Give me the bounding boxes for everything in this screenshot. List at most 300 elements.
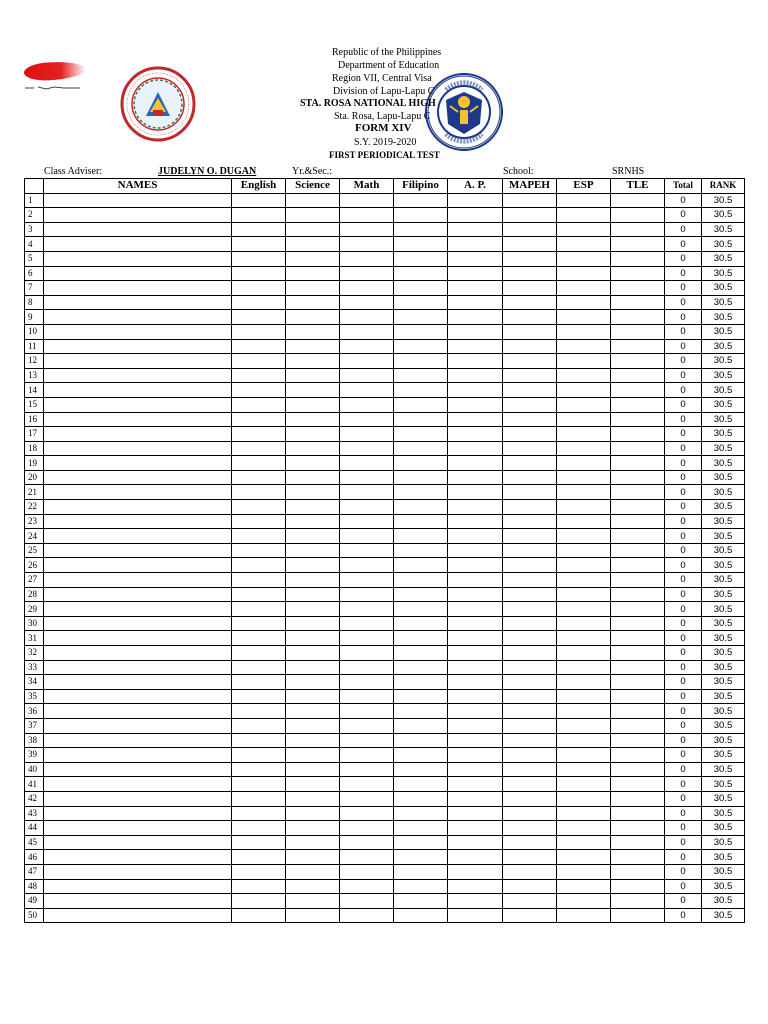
math-cell[interactable] [340, 675, 394, 690]
math-cell[interactable] [340, 368, 394, 383]
ap-cell[interactable] [448, 908, 503, 923]
name-cell[interactable] [44, 295, 232, 310]
english-cell[interactable] [232, 266, 286, 281]
tle-cell[interactable] [611, 864, 665, 879]
name-cell[interactable] [44, 762, 232, 777]
filipino-cell[interactable] [394, 456, 448, 471]
science-cell[interactable] [286, 821, 340, 836]
science-cell[interactable] [286, 777, 340, 792]
english-cell[interactable] [232, 646, 286, 661]
ap-cell[interactable] [448, 879, 503, 894]
tle-cell[interactable] [611, 543, 665, 558]
esp-cell[interactable] [557, 397, 611, 412]
filipino-cell[interactable] [394, 704, 448, 719]
mapeh-cell[interactable] [503, 368, 557, 383]
math-cell[interactable] [340, 777, 394, 792]
filipino-cell[interactable] [394, 427, 448, 442]
tle-cell[interactable] [611, 500, 665, 515]
name-cell[interactable] [44, 835, 232, 850]
filipino-cell[interactable] [394, 543, 448, 558]
science-cell[interactable] [286, 295, 340, 310]
filipino-cell[interactable] [394, 193, 448, 208]
mapeh-cell[interactable] [503, 383, 557, 398]
english-cell[interactable] [232, 704, 286, 719]
tle-cell[interactable] [611, 397, 665, 412]
tle-cell[interactable] [611, 310, 665, 325]
name-cell[interactable] [44, 456, 232, 471]
ap-cell[interactable] [448, 894, 503, 909]
filipino-cell[interactable] [394, 821, 448, 836]
mapeh-cell[interactable] [503, 397, 557, 412]
ap-cell[interactable] [448, 266, 503, 281]
esp-cell[interactable] [557, 908, 611, 923]
mapeh-cell[interactable] [503, 193, 557, 208]
mapeh-cell[interactable] [503, 208, 557, 223]
tle-cell[interactable] [611, 850, 665, 865]
name-cell[interactable] [44, 587, 232, 602]
filipino-cell[interactable] [394, 470, 448, 485]
tle-cell[interactable] [611, 441, 665, 456]
science-cell[interactable] [286, 470, 340, 485]
tle-cell[interactable] [611, 529, 665, 544]
math-cell[interactable] [340, 339, 394, 354]
science-cell[interactable] [286, 310, 340, 325]
science-cell[interactable] [286, 441, 340, 456]
math-cell[interactable] [340, 908, 394, 923]
english-cell[interactable] [232, 339, 286, 354]
english-cell[interactable] [232, 295, 286, 310]
science-cell[interactable] [286, 762, 340, 777]
filipino-cell[interactable] [394, 339, 448, 354]
mapeh-cell[interactable] [503, 324, 557, 339]
science-cell[interactable] [286, 208, 340, 223]
filipino-cell[interactable] [394, 237, 448, 252]
name-cell[interactable] [44, 383, 232, 398]
filipino-cell[interactable] [394, 295, 448, 310]
name-cell[interactable] [44, 558, 232, 573]
esp-cell[interactable] [557, 251, 611, 266]
esp-cell[interactable] [557, 762, 611, 777]
science-cell[interactable] [286, 543, 340, 558]
english-cell[interactable] [232, 689, 286, 704]
english-cell[interactable] [232, 894, 286, 909]
english-cell[interactable] [232, 281, 286, 296]
science-cell[interactable] [286, 631, 340, 646]
tle-cell[interactable] [611, 456, 665, 471]
ap-cell[interactable] [448, 864, 503, 879]
mapeh-cell[interactable] [503, 427, 557, 442]
mapeh-cell[interactable] [503, 587, 557, 602]
esp-cell[interactable] [557, 806, 611, 821]
filipino-cell[interactable] [394, 631, 448, 646]
english-cell[interactable] [232, 835, 286, 850]
name-cell[interactable] [44, 879, 232, 894]
english-cell[interactable] [232, 310, 286, 325]
tle-cell[interactable] [611, 573, 665, 588]
ap-cell[interactable] [448, 821, 503, 836]
tle-cell[interactable] [611, 733, 665, 748]
mapeh-cell[interactable] [503, 908, 557, 923]
mapeh-cell[interactable] [503, 704, 557, 719]
math-cell[interactable] [340, 806, 394, 821]
esp-cell[interactable] [557, 791, 611, 806]
science-cell[interactable] [286, 529, 340, 544]
math-cell[interactable] [340, 646, 394, 661]
name-cell[interactable] [44, 529, 232, 544]
mapeh-cell[interactable] [503, 733, 557, 748]
math-cell[interactable] [340, 266, 394, 281]
math-cell[interactable] [340, 835, 394, 850]
ap-cell[interactable] [448, 237, 503, 252]
english-cell[interactable] [232, 368, 286, 383]
esp-cell[interactable] [557, 485, 611, 500]
esp-cell[interactable] [557, 383, 611, 398]
filipino-cell[interactable] [394, 602, 448, 617]
math-cell[interactable] [340, 237, 394, 252]
filipino-cell[interactable] [394, 324, 448, 339]
filipino-cell[interactable] [394, 587, 448, 602]
esp-cell[interactable] [557, 441, 611, 456]
name-cell[interactable] [44, 894, 232, 909]
mapeh-cell[interactable] [503, 339, 557, 354]
ap-cell[interactable] [448, 529, 503, 544]
name-cell[interactable] [44, 646, 232, 661]
ap-cell[interactable] [448, 587, 503, 602]
tle-cell[interactable] [611, 485, 665, 500]
tle-cell[interactable] [611, 208, 665, 223]
english-cell[interactable] [232, 879, 286, 894]
science-cell[interactable] [286, 689, 340, 704]
math-cell[interactable] [340, 748, 394, 763]
math-cell[interactable] [340, 412, 394, 427]
ap-cell[interactable] [448, 397, 503, 412]
math-cell[interactable] [340, 718, 394, 733]
mapeh-cell[interactable] [503, 718, 557, 733]
ap-cell[interactable] [448, 456, 503, 471]
math-cell[interactable] [340, 514, 394, 529]
esp-cell[interactable] [557, 631, 611, 646]
esp-cell[interactable] [557, 266, 611, 281]
science-cell[interactable] [286, 266, 340, 281]
ap-cell[interactable] [448, 514, 503, 529]
ap-cell[interactable] [448, 310, 503, 325]
tle-cell[interactable] [611, 266, 665, 281]
science-cell[interactable] [286, 646, 340, 661]
filipino-cell[interactable] [394, 718, 448, 733]
name-cell[interactable] [44, 470, 232, 485]
mapeh-cell[interactable] [503, 543, 557, 558]
filipino-cell[interactable] [394, 675, 448, 690]
science-cell[interactable] [286, 806, 340, 821]
science-cell[interactable] [286, 251, 340, 266]
tle-cell[interactable] [611, 646, 665, 661]
math-cell[interactable] [340, 310, 394, 325]
tle-cell[interactable] [611, 675, 665, 690]
english-cell[interactable] [232, 441, 286, 456]
esp-cell[interactable] [557, 427, 611, 442]
science-cell[interactable] [286, 193, 340, 208]
math-cell[interactable] [340, 616, 394, 631]
name-cell[interactable] [44, 543, 232, 558]
tle-cell[interactable] [611, 587, 665, 602]
esp-cell[interactable] [557, 704, 611, 719]
esp-cell[interactable] [557, 646, 611, 661]
filipino-cell[interactable] [394, 616, 448, 631]
name-cell[interactable] [44, 427, 232, 442]
esp-cell[interactable] [557, 237, 611, 252]
tle-cell[interactable] [611, 689, 665, 704]
name-cell[interactable] [44, 251, 232, 266]
tle-cell[interactable] [611, 602, 665, 617]
name-cell[interactable] [44, 791, 232, 806]
mapeh-cell[interactable] [503, 281, 557, 296]
math-cell[interactable] [340, 602, 394, 617]
english-cell[interactable] [232, 558, 286, 573]
mapeh-cell[interactable] [503, 558, 557, 573]
ap-cell[interactable] [448, 558, 503, 573]
science-cell[interactable] [286, 864, 340, 879]
esp-cell[interactable] [557, 689, 611, 704]
filipino-cell[interactable] [394, 383, 448, 398]
tle-cell[interactable] [611, 412, 665, 427]
english-cell[interactable] [232, 908, 286, 923]
mapeh-cell[interactable] [503, 791, 557, 806]
ap-cell[interactable] [448, 295, 503, 310]
tle-cell[interactable] [611, 514, 665, 529]
tle-cell[interactable] [611, 821, 665, 836]
english-cell[interactable] [232, 193, 286, 208]
english-cell[interactable] [232, 660, 286, 675]
tle-cell[interactable] [611, 777, 665, 792]
mapeh-cell[interactable] [503, 529, 557, 544]
name-cell[interactable] [44, 412, 232, 427]
mapeh-cell[interactable] [503, 762, 557, 777]
name-cell[interactable] [44, 821, 232, 836]
name-cell[interactable] [44, 208, 232, 223]
math-cell[interactable] [340, 208, 394, 223]
esp-cell[interactable] [557, 208, 611, 223]
english-cell[interactable] [232, 222, 286, 237]
mapeh-cell[interactable] [503, 821, 557, 836]
esp-cell[interactable] [557, 616, 611, 631]
esp-cell[interactable] [557, 748, 611, 763]
esp-cell[interactable] [557, 850, 611, 865]
filipino-cell[interactable] [394, 733, 448, 748]
esp-cell[interactable] [557, 470, 611, 485]
tle-cell[interactable] [611, 806, 665, 821]
science-cell[interactable] [286, 339, 340, 354]
filipino-cell[interactable] [394, 412, 448, 427]
english-cell[interactable] [232, 864, 286, 879]
tle-cell[interactable] [611, 281, 665, 296]
filipino-cell[interactable] [394, 397, 448, 412]
science-cell[interactable] [286, 237, 340, 252]
ap-cell[interactable] [448, 281, 503, 296]
math-cell[interactable] [340, 879, 394, 894]
math-cell[interactable] [340, 456, 394, 471]
math-cell[interactable] [340, 850, 394, 865]
esp-cell[interactable] [557, 500, 611, 515]
ap-cell[interactable] [448, 427, 503, 442]
esp-cell[interactable] [557, 733, 611, 748]
math-cell[interactable] [340, 821, 394, 836]
name-cell[interactable] [44, 733, 232, 748]
filipino-cell[interactable] [394, 835, 448, 850]
esp-cell[interactable] [557, 879, 611, 894]
math-cell[interactable] [340, 631, 394, 646]
filipino-cell[interactable] [394, 806, 448, 821]
esp-cell[interactable] [557, 558, 611, 573]
ap-cell[interactable] [448, 470, 503, 485]
mapeh-cell[interactable] [503, 748, 557, 763]
filipino-cell[interactable] [394, 266, 448, 281]
tle-cell[interactable] [611, 470, 665, 485]
english-cell[interactable] [232, 733, 286, 748]
esp-cell[interactable] [557, 835, 611, 850]
math-cell[interactable] [340, 558, 394, 573]
english-cell[interactable] [232, 500, 286, 515]
science-cell[interactable] [286, 718, 340, 733]
math-cell[interactable] [340, 791, 394, 806]
math-cell[interactable] [340, 354, 394, 369]
science-cell[interactable] [286, 281, 340, 296]
tle-cell[interactable] [611, 383, 665, 398]
ap-cell[interactable] [448, 762, 503, 777]
tle-cell[interactable] [611, 222, 665, 237]
math-cell[interactable] [340, 529, 394, 544]
science-cell[interactable] [286, 894, 340, 909]
name-cell[interactable] [44, 514, 232, 529]
science-cell[interactable] [286, 368, 340, 383]
english-cell[interactable] [232, 397, 286, 412]
tle-cell[interactable] [611, 295, 665, 310]
name-cell[interactable] [44, 500, 232, 515]
esp-cell[interactable] [557, 456, 611, 471]
esp-cell[interactable] [557, 777, 611, 792]
esp-cell[interactable] [557, 281, 611, 296]
mapeh-cell[interactable] [503, 354, 557, 369]
tle-cell[interactable] [611, 616, 665, 631]
name-cell[interactable] [44, 222, 232, 237]
name-cell[interactable] [44, 193, 232, 208]
mapeh-cell[interactable] [503, 441, 557, 456]
ap-cell[interactable] [448, 748, 503, 763]
science-cell[interactable] [286, 879, 340, 894]
filipino-cell[interactable] [394, 222, 448, 237]
ap-cell[interactable] [448, 222, 503, 237]
mapeh-cell[interactable] [503, 850, 557, 865]
english-cell[interactable] [232, 631, 286, 646]
tle-cell[interactable] [611, 835, 665, 850]
filipino-cell[interactable] [394, 850, 448, 865]
english-cell[interactable] [232, 383, 286, 398]
mapeh-cell[interactable] [503, 266, 557, 281]
math-cell[interactable] [340, 689, 394, 704]
mapeh-cell[interactable] [503, 689, 557, 704]
name-cell[interactable] [44, 485, 232, 500]
ap-cell[interactable] [448, 631, 503, 646]
mapeh-cell[interactable] [503, 485, 557, 500]
english-cell[interactable] [232, 616, 286, 631]
mapeh-cell[interactable] [503, 660, 557, 675]
name-cell[interactable] [44, 908, 232, 923]
filipino-cell[interactable] [394, 529, 448, 544]
tle-cell[interactable] [611, 762, 665, 777]
filipino-cell[interactable] [394, 514, 448, 529]
mapeh-cell[interactable] [503, 602, 557, 617]
science-cell[interactable] [286, 908, 340, 923]
ap-cell[interactable] [448, 339, 503, 354]
mapeh-cell[interactable] [503, 631, 557, 646]
math-cell[interactable] [340, 864, 394, 879]
tle-cell[interactable] [611, 324, 665, 339]
name-cell[interactable] [44, 850, 232, 865]
science-cell[interactable] [286, 602, 340, 617]
name-cell[interactable] [44, 354, 232, 369]
name-cell[interactable] [44, 368, 232, 383]
tle-cell[interactable] [611, 908, 665, 923]
science-cell[interactable] [286, 500, 340, 515]
filipino-cell[interactable] [394, 558, 448, 573]
ap-cell[interactable] [448, 806, 503, 821]
math-cell[interactable] [340, 704, 394, 719]
esp-cell[interactable] [557, 894, 611, 909]
english-cell[interactable] [232, 485, 286, 500]
science-cell[interactable] [286, 397, 340, 412]
english-cell[interactable] [232, 514, 286, 529]
math-cell[interactable] [340, 383, 394, 398]
name-cell[interactable] [44, 237, 232, 252]
mapeh-cell[interactable] [503, 879, 557, 894]
esp-cell[interactable] [557, 193, 611, 208]
filipino-cell[interactable] [394, 762, 448, 777]
mapeh-cell[interactable] [503, 777, 557, 792]
mapeh-cell[interactable] [503, 573, 557, 588]
english-cell[interactable] [232, 456, 286, 471]
mapeh-cell[interactable] [503, 412, 557, 427]
mapeh-cell[interactable] [503, 616, 557, 631]
science-cell[interactable] [286, 573, 340, 588]
english-cell[interactable] [232, 427, 286, 442]
esp-cell[interactable] [557, 368, 611, 383]
ap-cell[interactable] [448, 412, 503, 427]
ap-cell[interactable] [448, 616, 503, 631]
english-cell[interactable] [232, 850, 286, 865]
name-cell[interactable] [44, 864, 232, 879]
ap-cell[interactable] [448, 718, 503, 733]
mapeh-cell[interactable] [503, 456, 557, 471]
name-cell[interactable] [44, 660, 232, 675]
esp-cell[interactable] [557, 222, 611, 237]
ap-cell[interactable] [448, 208, 503, 223]
tle-cell[interactable] [611, 427, 665, 442]
filipino-cell[interactable] [394, 354, 448, 369]
math-cell[interactable] [340, 587, 394, 602]
tle-cell[interactable] [611, 193, 665, 208]
math-cell[interactable] [340, 543, 394, 558]
mapeh-cell[interactable] [503, 864, 557, 879]
english-cell[interactable] [232, 821, 286, 836]
science-cell[interactable] [286, 675, 340, 690]
english-cell[interactable] [232, 806, 286, 821]
name-cell[interactable] [44, 602, 232, 617]
mapeh-cell[interactable] [503, 295, 557, 310]
esp-cell[interactable] [557, 602, 611, 617]
ap-cell[interactable] [448, 850, 503, 865]
english-cell[interactable] [232, 251, 286, 266]
english-cell[interactable] [232, 237, 286, 252]
ap-cell[interactable] [448, 193, 503, 208]
